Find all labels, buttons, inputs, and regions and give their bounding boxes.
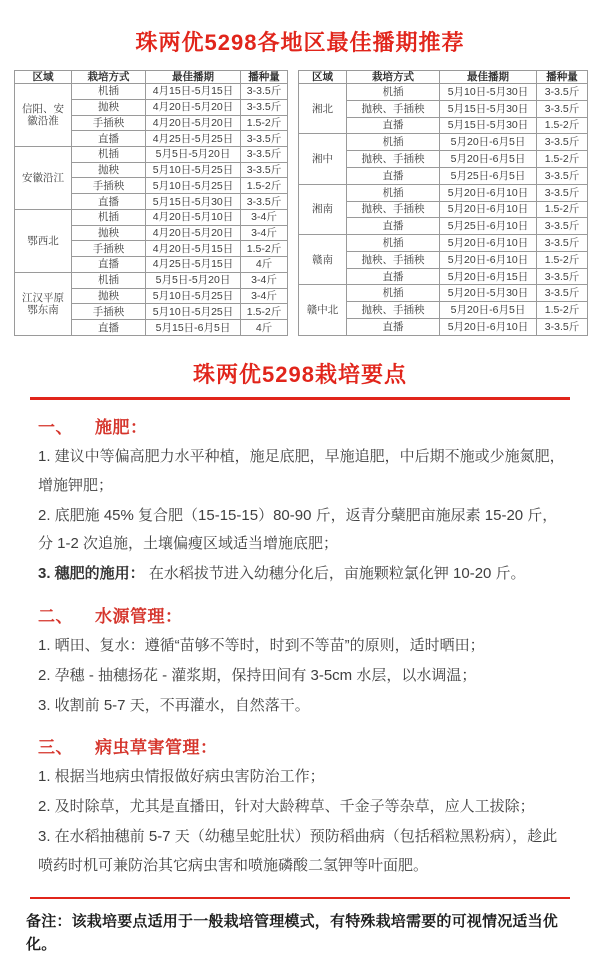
method-cell: 抛秧、手插秧 [347,151,440,168]
period-cell: 5月10日-5月25日 [146,304,241,320]
column-header: 区域 [15,71,72,84]
section-heading [38,413,568,438]
table-row [299,134,588,151]
amount-cell: 3-3.5斤 [241,99,288,115]
period-cell: 5月15日-5月30日 [440,117,537,134]
period-cell: 5月20日-6月10日 [440,235,537,252]
period-cell: 5月20日-6月15日 [440,268,537,285]
amount-cell: 3-3.5斤 [537,100,588,117]
table-row [299,184,588,201]
period-cell: 5月20日-6月10日 [440,251,537,268]
region-cell: 湘北 [299,84,347,134]
period-cell: 4月20日-5月20日 [146,115,241,131]
amount-cell: 3-3.5斤 [537,218,588,235]
region-cell: 安徽沿江 [15,147,72,210]
column-header: 区域 [299,71,347,84]
period-cell: 5月20日-6月5日 [440,302,537,319]
amount-cell: 3-4斤 [241,288,288,304]
period-cell: 4月20日-5月20日 [146,225,241,241]
amount-cell: 1.5-2斤 [537,117,588,134]
region-cell: 赣南 [299,235,347,285]
region-cell: 鄂西北 [15,209,72,272]
method-cell: 直播 [72,257,146,273]
method-cell: 抛秧 [72,162,146,178]
period-cell: 5月20日-6月5日 [440,134,537,151]
method-cell: 机插 [72,84,146,100]
column-header: 栽培方式 [347,71,440,84]
method-cell: 直播 [347,117,440,134]
region-cell: 湘中 [299,134,347,184]
footnote: 备注：该栽培要点适用于一般栽培管理模式，有特殊栽培需要的可视情况适当优化。 [26,913,559,953]
amount-cell: 1.5-2斤 [241,304,288,320]
period-cell: 5月10日-5月25日 [146,288,241,304]
amount-cell: 1.5-2斤 [537,151,588,168]
period-cell: 5月10日-5月25日 [146,178,241,194]
period-cell: 5月20日-6月10日 [440,319,537,336]
method-cell: 抛秧、手插秧 [347,201,440,218]
sowing-table-right [298,70,588,336]
method-cell: 直播 [72,320,146,336]
amount-cell: 1.5-2斤 [537,201,588,218]
amount-cell: 3-3.5斤 [537,319,588,336]
amount-cell: 3-4斤 [241,225,288,241]
section-item: 1. 根据当地病虫情报做好病虫害防治工作； [38,768,325,786]
section-number: 一、 [38,418,73,437]
method-cell: 抛秧 [72,288,146,304]
method-cell: 机插 [72,209,146,225]
section-item: 3. 穗肥的施用： 在水稻拔节进入幼穗分化后，亩施颗粒氯化钾 10-20 斤。 [38,565,526,583]
method-cell: 抛秧、手插秧 [347,251,440,268]
section-item: 3. 收割前 5-7 天，不再灌水，自然落干。 [38,696,310,714]
page-title: 珠两优5298各地区最佳播期推荐 [135,30,465,55]
period-cell: 5月5日-5月20日 [146,272,241,288]
section-item: 2. 及时除草，尤其是直播田，针对大龄稗草、千金子等杂草，应人工拔除； [38,798,535,816]
header-row [299,71,588,84]
section-item: 3. 在水稻抽穗前 5-7 天（幼穗呈蛇肚状）预防稻曲病（包括稻粒黑粉病），趁此喷药时机可兼防治其它病虫害和喷施磷酸二氢钾等叶面肥。 [38,827,558,874]
amount-cell: 3-3.5斤 [537,84,588,101]
amount-cell: 3-4斤 [241,272,288,288]
section [38,413,568,589]
period-cell: 5月10日-5月25日 [146,162,241,178]
period-cell: 4月15日-5月15日 [146,84,241,100]
amount-cell: 3-3.5斤 [537,285,588,302]
amount-cell: 3-3.5斤 [537,184,588,201]
sowing-table-left [14,70,288,336]
section-item: 1. 建议中等偏高肥力水平种植，施足底肥，早施追肥，中后期不施或少施氮肥，增施钾肥； [38,448,565,494]
section-heading [38,602,568,627]
section-number: 二、 [38,606,73,626]
method-cell: 手插秧 [72,178,146,194]
period-cell: 5月25日-6月10日 [440,218,537,235]
amount-cell: 3-3.5斤 [241,84,288,100]
amount-cell: 3-4斤 [241,209,288,225]
amount-cell: 1.5-2斤 [537,302,588,319]
divider-line-bottom [30,897,570,900]
section-title-text: 病虫草害管理： [95,738,218,758]
table-row [299,235,588,252]
table-row [15,209,288,225]
table-row [15,84,288,100]
section-heading [38,733,568,758]
amount-cell: 3-3.5斤 [241,162,288,178]
period-cell: 4月20日-5月10日 [146,209,241,225]
cultivation-title: 珠两优5298栽培要点 [193,362,407,387]
method-cell: 直播 [72,194,146,210]
amount-cell: 3-3.5斤 [241,147,288,163]
section-item: 2. 底肥施 45% 复合肥（15-15-15）80-90 斤，返青分蘖肥亩施尿素 15-20 斤，分 1-2 次追施，土壤偏瘦区域适当增施底肥； [38,506,558,553]
amount-cell: 1.5-2斤 [241,115,288,131]
method-cell: 机插 [347,134,440,151]
period-cell: 4月25日-5月15日 [146,257,241,273]
method-cell: 抛秧、手插秧 [347,302,440,319]
period-cell: 5月25日-6月5日 [440,167,537,184]
divider-line-top [30,397,570,400]
period-cell: 5月15日-5月30日 [146,194,241,210]
method-cell: 机插 [347,184,440,201]
method-cell: 直播 [72,131,146,147]
column-header: 栽培方式 [72,71,146,84]
method-cell: 抛秧 [72,225,146,241]
method-cell: 机插 [72,147,146,163]
amount-cell: 3-3.5斤 [241,131,288,147]
section-number: 三、 [38,738,73,758]
table-row [15,147,288,163]
amount-cell: 4斤 [241,257,288,273]
period-cell: 5月20日-6月5日 [440,151,537,168]
table-row [299,84,588,101]
amount-cell: 3-3.5斤 [537,268,588,285]
section-item-lead: 3. 穗肥的施用： [38,565,149,583]
amount-cell: 3-3.5斤 [537,235,588,252]
method-cell: 机插 [347,285,440,302]
region-cell: 江汉平原鄂东南 [15,272,72,335]
amount-cell: 1.5-2斤 [241,241,288,257]
period-cell: 5月10日-5月30日 [440,84,537,101]
method-cell: 直播 [347,319,440,336]
method-cell: 手插秧 [72,115,146,131]
method-cell: 抛秧、手插秧 [347,100,440,117]
section-item: 1. 晒田、复水：遵循“苗够不等时，时到不等苗”的原则，适时晒田； [38,636,485,654]
period-cell: 4月25日-5月25日 [146,131,241,147]
region-cell: 信阳、安徽沿淮 [15,84,72,147]
section-title-text: 施肥： [95,418,148,437]
amount-cell: 3-3.5斤 [537,134,588,151]
sections [0,413,600,881]
period-cell: 4月20日-5月15日 [146,241,241,257]
period-cell: 5月5日-5月20日 [146,147,241,163]
method-cell: 抛秧 [72,99,146,115]
column-header: 播种量 [537,71,588,84]
section [38,602,568,720]
section-item: 2. 孕穗 - 抽穗扬花 - 灌浆期，保持田间有 3-5cm 水层，以水调温； [38,666,477,684]
period-cell: 5月15日-5月30日 [440,100,537,117]
method-cell: 直播 [347,268,440,285]
amount-cell: 1.5-2斤 [537,251,588,268]
method-cell: 直播 [347,218,440,235]
region-cell: 赣中北 [299,285,347,336]
document-page [0,26,600,956]
amount-cell: 1.5-2斤 [241,178,288,194]
method-cell: 机插 [72,272,146,288]
amount-cell: 4斤 [241,320,288,336]
method-cell: 直播 [347,167,440,184]
amount-cell: 3-3.5斤 [537,167,588,184]
section [38,733,568,880]
column-header: 最佳播期 [440,71,537,84]
period-cell: 5月20日-5月30日 [440,285,537,302]
region-cell: 湘南 [299,184,347,234]
column-header: 最佳播期 [146,71,241,84]
period-cell: 5月15日-6月5日 [146,320,241,336]
period-cell: 5月20日-6月10日 [440,201,537,218]
table-row [299,285,588,302]
method-cell: 机插 [347,84,440,101]
method-cell: 机插 [347,235,440,252]
method-cell: 手插秧 [72,241,146,257]
sowing-tables [0,70,600,336]
period-cell: 5月20日-6月10日 [440,184,537,201]
period-cell: 4月20日-5月20日 [146,99,241,115]
amount-cell: 3-3.5斤 [241,194,288,210]
header-row [15,71,288,84]
section-title-text: 水源管理： [95,606,183,626]
table-row [15,272,288,288]
method-cell: 手插秧 [72,304,146,320]
column-header: 播种量 [241,71,288,84]
